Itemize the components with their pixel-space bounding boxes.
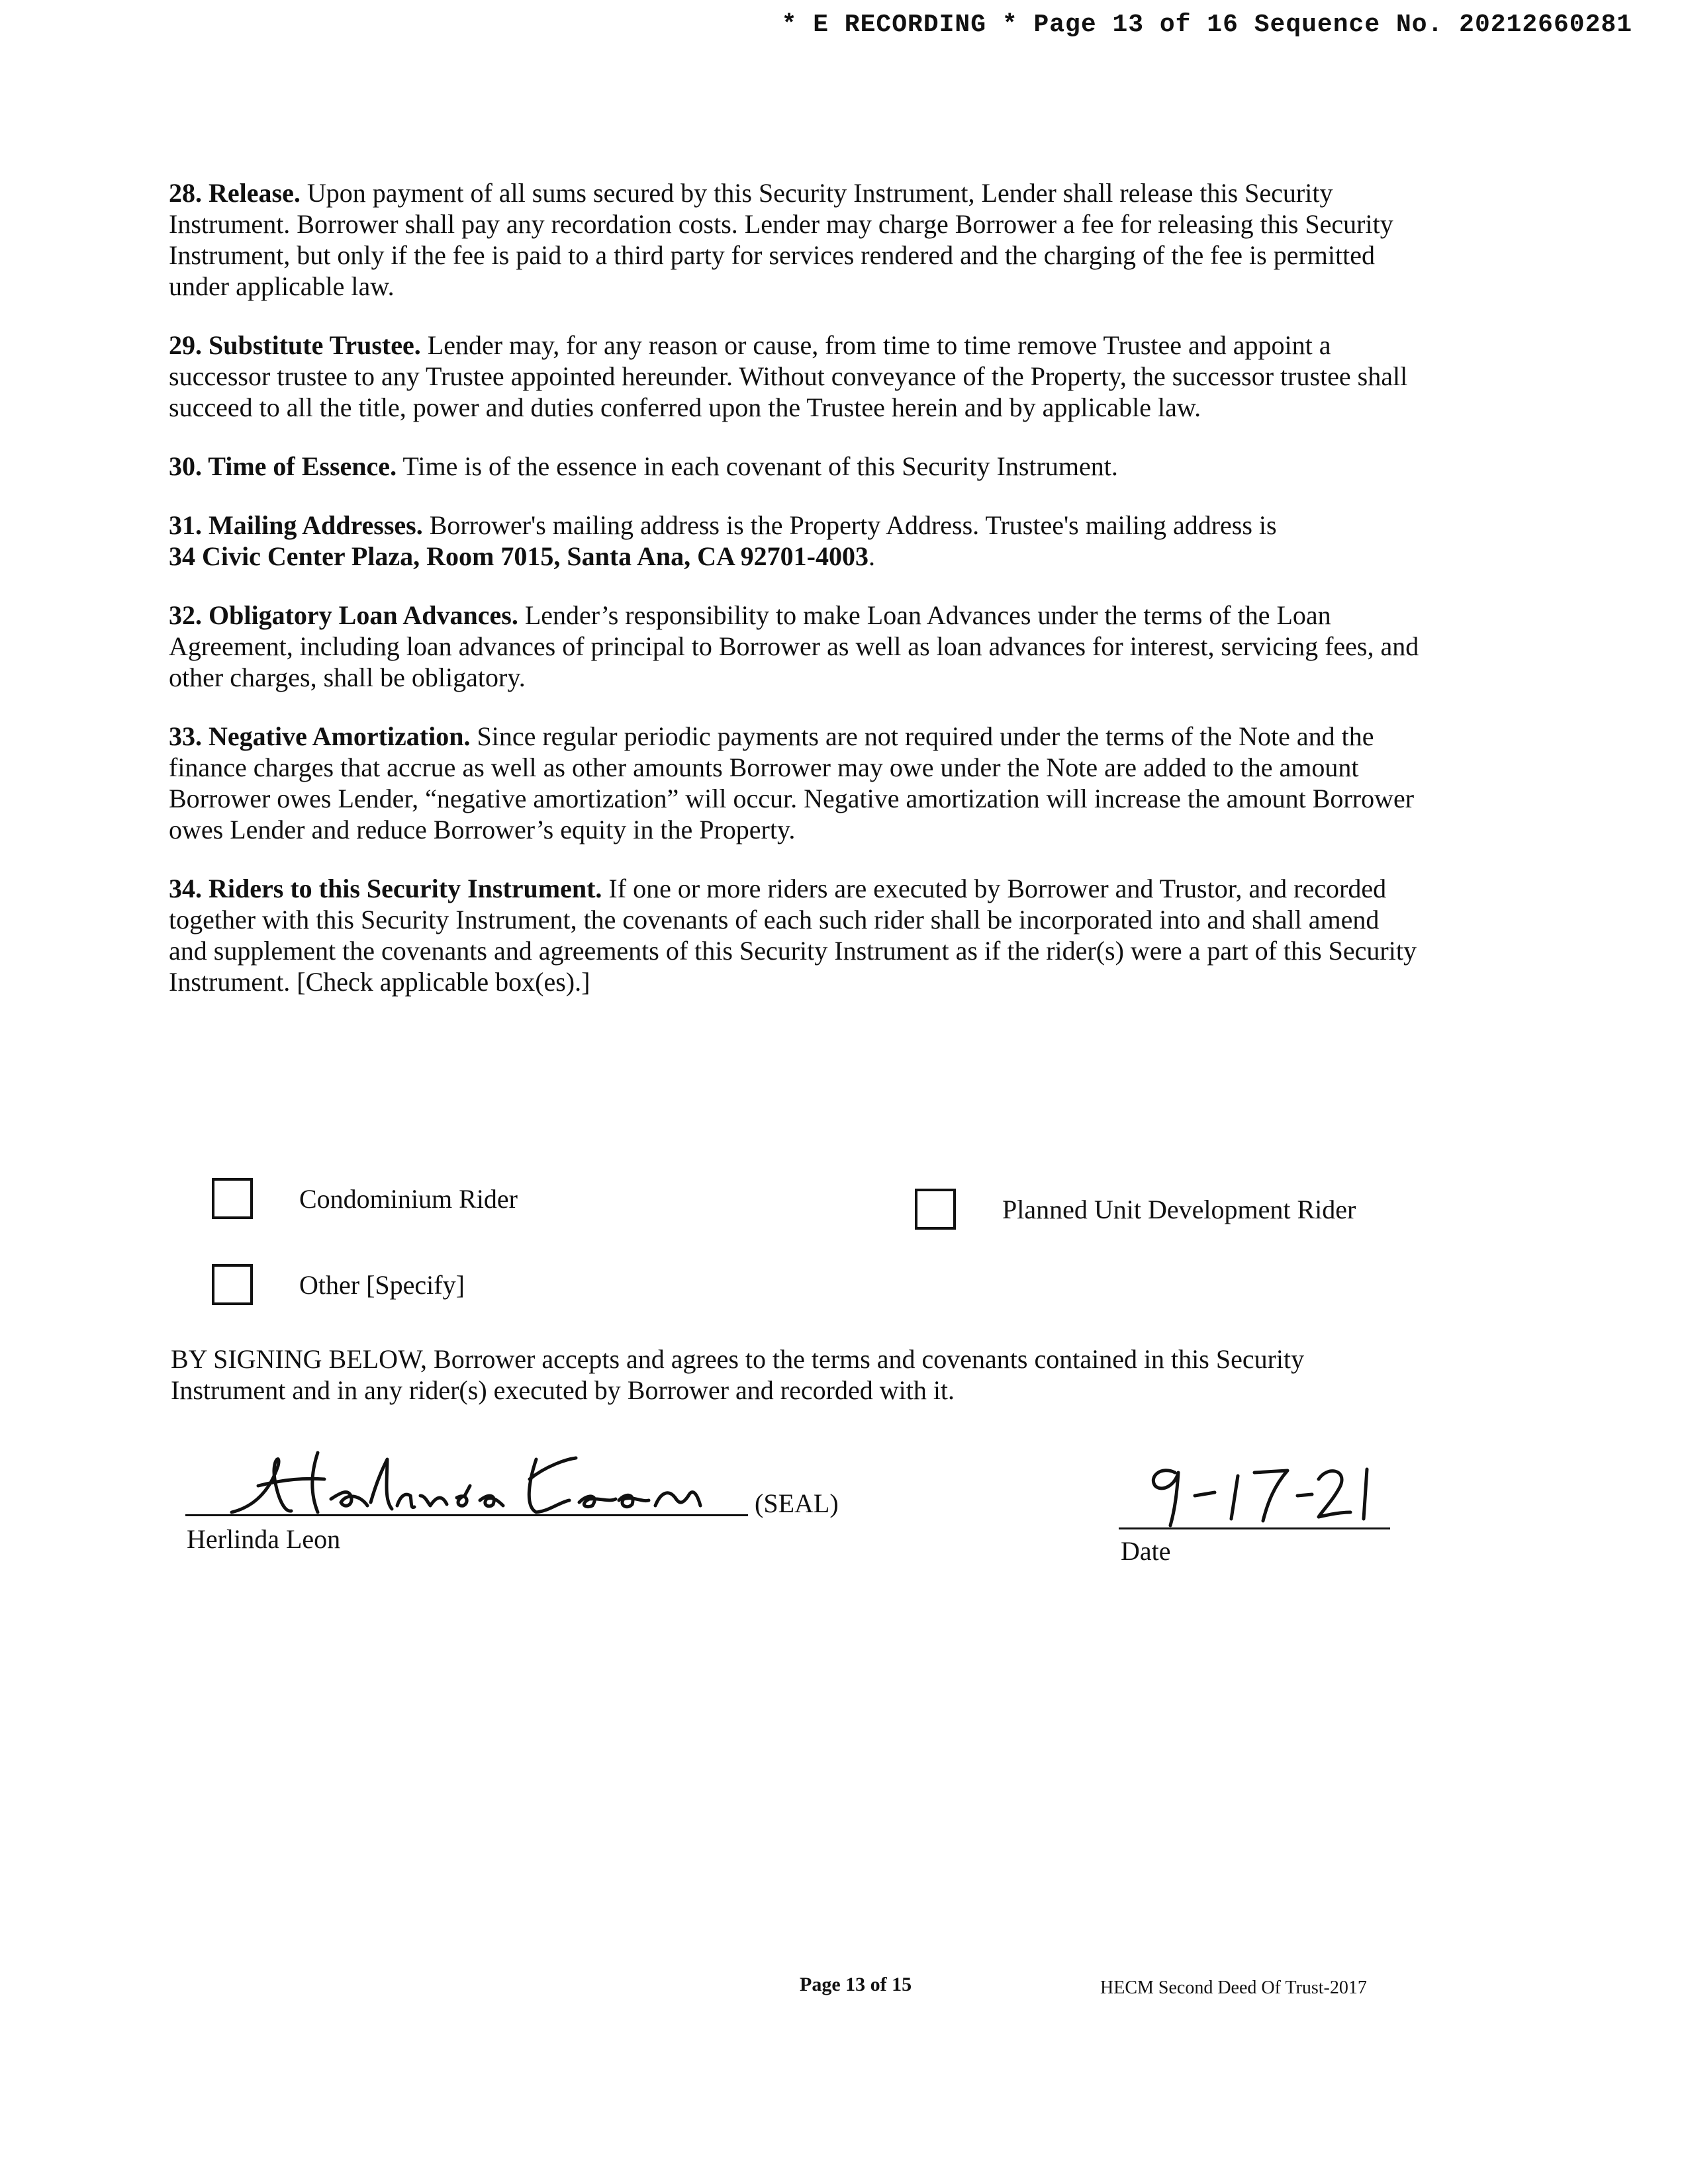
section-heading: 28. Release.: [169, 178, 301, 208]
page-number: Page 13 of 15: [800, 1974, 912, 1995]
form-name: HECM Second Deed Of Trust-2017: [1100, 1978, 1367, 1998]
handwritten-date: [1139, 1456, 1390, 1529]
condominium-rider-checkbox[interactable]: [212, 1178, 253, 1219]
pud-rider-label: Planned Unit Development Rider: [1002, 1194, 1356, 1224]
date-line: [1119, 1527, 1390, 1529]
date-label: Date: [1121, 1536, 1171, 1566]
handwritten-signature: [218, 1439, 722, 1525]
section-text: Lender may, for any reason or cause, from time to time remove Trustee and appoint a successor trustee to any Trustee appointed hereunder. Without conveyance of the Property, the successor trustee shall succeed to all the title, power and duties conferred upon the Trustee herein and by applicable law.: [169, 330, 1408, 422]
seal-label: (SEAL): [755, 1488, 839, 1518]
signing-statement: BY SIGNING BELOW, Borrower accepts and agrees to the terms and covenants contained in this Security Instrument and in any rider(s) executed by Borrower and recorded with it.: [171, 1344, 1305, 1405]
section-negative-amortization: [169, 721, 1420, 845]
pud-rider-checkbox[interactable]: [915, 1189, 956, 1230]
signature-line: [185, 1514, 748, 1516]
section-obligatory-loan-advances: [169, 600, 1420, 693]
section-text: Lender’s responsibility to make Loan Advances under the terms of the Loan Agreement, including loan advances of principal to Borrower as well as loan advances for interest, servicing fees, and other charges, shall be obligatory.: [169, 600, 1419, 692]
other-rider-option[interactable]: [212, 1264, 465, 1305]
section-text: Time is of the essence in each covenant of this Security Instrument.: [397, 451, 1118, 481]
pud-rider-option[interactable]: [915, 1189, 1356, 1230]
document-body: [169, 177, 1420, 1025]
section-heading: 30. Time of Essence.: [169, 451, 397, 481]
section-heading: 29. Substitute Trustee.: [169, 330, 421, 360]
section-heading: 32. Obligatory Loan Advances.: [169, 600, 518, 630]
section-mailing-addresses: [169, 510, 1420, 572]
section-text: If one or more riders are executed by Borrower and Trustor, and recorded together with this Security Instrument, the covenants of each such rider shall be incorporated into and shall amend and supplement the covenants and agreements of this Security Instrument as if the rider(s) were a part of this Security Instrument. [Check applicable box(es).]: [169, 874, 1417, 997]
signer-name: Herlinda Leon: [187, 1524, 341, 1554]
section-text: Since regular periodic payments are not required under the terms of the Note and the finance charges that accrue as well as other amounts Borrower may owe under the Note are added to the amount Borrower owes Lender, “negative amortization” will occur. Negative amortization will increase the amount Borrower owes Lender and reduce Borrower’s equity in the Property.: [169, 721, 1415, 844]
section-time-of-essence: [169, 451, 1420, 482]
section-heading: 31. Mailing Addresses.: [169, 510, 423, 540]
condominium-rider-option[interactable]: [212, 1178, 518, 1219]
other-rider-checkbox[interactable]: [212, 1264, 253, 1305]
section-text: Upon payment of all sums secured by this Security Instrument, Lender shall release this Security Instrument. Borrower shall pay any recordation costs. Lender may charge Borrower a fee for releasing this Security Instrument, but only if the fee is paid to a third party for services rendered and the charging of the fee is permitted under applicable law.: [169, 178, 1393, 301]
section-heading: 34. Riders to this Security Instrument.: [169, 874, 602, 903]
section-substitute-trustee: [169, 330, 1420, 423]
section-text: Borrower's mailing address is the Property Address. Trustee's mailing address is: [422, 510, 1277, 540]
condominium-rider-label: Condominium Rider: [299, 1183, 518, 1214]
trustee-address: 34 Civic Center Plaza, Room 7015, Santa Ana, CA 92701-4003: [169, 541, 868, 571]
recording-header: * E RECORDING * Page 13 of 16 Sequence No. 20212660281: [781, 11, 1632, 39]
section-riders: [169, 873, 1420, 997]
rider-checkboxes: [212, 1178, 1443, 1324]
other-rider-label: Other [Specify]: [299, 1269, 465, 1300]
section-release: [169, 177, 1420, 302]
address-period: .: [868, 541, 875, 571]
section-heading: 33. Negative Amortization.: [169, 721, 471, 751]
